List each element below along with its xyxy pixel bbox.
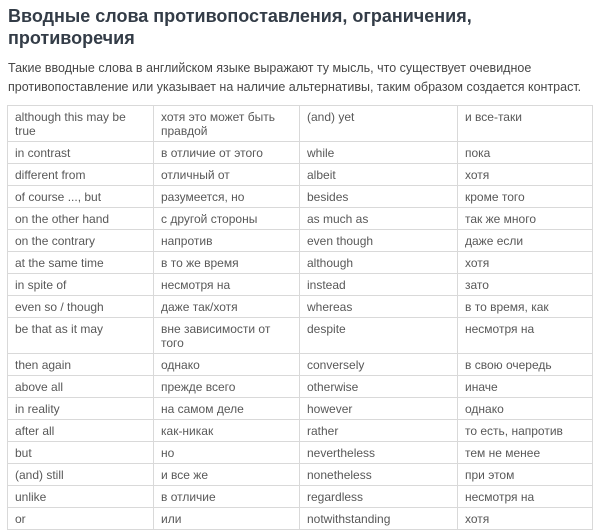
table-row (8, 274, 593, 296)
cell-english-1: be that as it may (8, 318, 154, 354)
cell-english-2: instead (300, 274, 458, 296)
cell-english-1: after all (8, 420, 154, 442)
cell-english-2: besides (300, 186, 458, 208)
cell-russian-1: вне зависимости от того (154, 318, 300, 354)
page-title: Вводные слова противопоставления, ограничения, противоречия (8, 6, 472, 48)
table-row (8, 186, 593, 208)
cell-english-1: in reality (8, 398, 154, 420)
table-row (8, 442, 593, 464)
cell-english-1: although this may be true (8, 106, 154, 142)
cell-russian-1: как-никак (154, 420, 300, 442)
cell-russian-2: однако (458, 398, 593, 420)
cell-russian-2: в то время, как (458, 296, 593, 318)
cell-russian-2: при этом (458, 464, 593, 486)
table-row (8, 464, 593, 486)
cell-english-1: different from (8, 164, 154, 186)
cell-english-2: (and) yet (300, 106, 458, 142)
cell-russian-1: или (154, 508, 300, 530)
cell-russian-1: в то же время (154, 252, 300, 274)
cell-russian-2: даже если (458, 230, 593, 252)
cell-russian-1: в отличие (154, 486, 300, 508)
cell-english-2: although (300, 252, 458, 274)
cell-russian-1: и все же (154, 464, 300, 486)
table-row (8, 486, 593, 508)
cell-russian-2: и все-таки (458, 106, 593, 142)
vocab-table (7, 105, 593, 530)
cell-russian-2: так же много (458, 208, 593, 230)
cell-russian-2: несмотря на (458, 318, 593, 354)
cell-english-1: above all (8, 376, 154, 398)
cell-english-1: (and) still (8, 464, 154, 486)
cell-english-1: even so / though (8, 296, 154, 318)
cell-russian-2: хотя (458, 164, 593, 186)
cell-english-2: even though (300, 230, 458, 252)
table-row (8, 142, 593, 164)
cell-english-1: unlike (8, 486, 154, 508)
cell-english-1: then again (8, 354, 154, 376)
table-row (8, 106, 593, 142)
table-row (8, 398, 593, 420)
cell-russian-2: пока (458, 142, 593, 164)
cell-english-2: otherwise (300, 376, 458, 398)
vocab-table-body (8, 106, 593, 530)
table-row (8, 252, 593, 274)
table-row (8, 230, 593, 252)
cell-english-2: notwithstanding (300, 508, 458, 530)
cell-english-1: in contrast (8, 142, 154, 164)
cell-english-2: regardless (300, 486, 458, 508)
cell-russian-1: однако (154, 354, 300, 376)
cell-russian-2: хотя (458, 508, 593, 530)
cell-russian-2: зато (458, 274, 593, 296)
cell-russian-1: несмотря на (154, 274, 300, 296)
cell-english-2: despite (300, 318, 458, 354)
cell-english-2: whereas (300, 296, 458, 318)
cell-english-2: nonetheless (300, 464, 458, 486)
cell-russian-2: несмотря на (458, 486, 593, 508)
intro-line-2: противопоставление или указывает на наличие альтернативы, таким образом создается контраст. (8, 79, 582, 94)
cell-english-1: on the contrary (8, 230, 154, 252)
table-row (8, 354, 593, 376)
cell-english-1: on the other hand (8, 208, 154, 230)
cell-russian-1: в отличие от этого (154, 142, 300, 164)
cell-russian-2: тем не менее (458, 442, 593, 464)
table-row (8, 508, 593, 530)
cell-english-2: rather (300, 420, 458, 442)
cell-english-2: however (300, 398, 458, 420)
table-row (8, 296, 593, 318)
cell-english-2: nevertheless (300, 442, 458, 464)
cell-russian-2: в свою очередь (458, 354, 593, 376)
table-row (8, 164, 593, 186)
cell-russian-2: то есть, напротив (458, 420, 593, 442)
cell-english-1: but (8, 442, 154, 464)
cell-russian-1: на самом деле (154, 398, 300, 420)
cell-russian-1: прежде всего (154, 376, 300, 398)
cell-russian-1: хотя это может быть правдой (154, 106, 300, 142)
cell-english-2: while (300, 142, 458, 164)
intro-line-1: Такие вводные слова в английском языке выражают ту мысль, что существует очевидное (8, 61, 532, 75)
table-row (8, 376, 593, 398)
cell-russian-1: напротив (154, 230, 300, 252)
cell-english-2: conversely (300, 354, 458, 376)
cell-english-2: albeit (300, 164, 458, 186)
cell-russian-1: даже так/хотя (154, 296, 300, 318)
table-row (8, 208, 593, 230)
table-row (8, 318, 593, 354)
cell-english-1: or (8, 508, 154, 530)
cell-english-1: in spite of (8, 274, 154, 296)
cell-russian-1: разумеется, но (154, 186, 300, 208)
cell-english-2: as much as (300, 208, 458, 230)
table-row (8, 420, 593, 442)
cell-russian-2: кроме того (458, 186, 593, 208)
cell-russian-1: отличный от (154, 164, 300, 186)
cell-russian-1: но (154, 442, 300, 464)
cell-russian-2: хотя (458, 252, 593, 274)
intro-paragraph (8, 59, 593, 96)
cell-english-1: at the same time (8, 252, 154, 274)
cell-russian-2: иначе (458, 376, 593, 398)
cell-english-1: of course ..., but (8, 186, 154, 208)
cell-russian-1: с другой стороны (154, 208, 300, 230)
